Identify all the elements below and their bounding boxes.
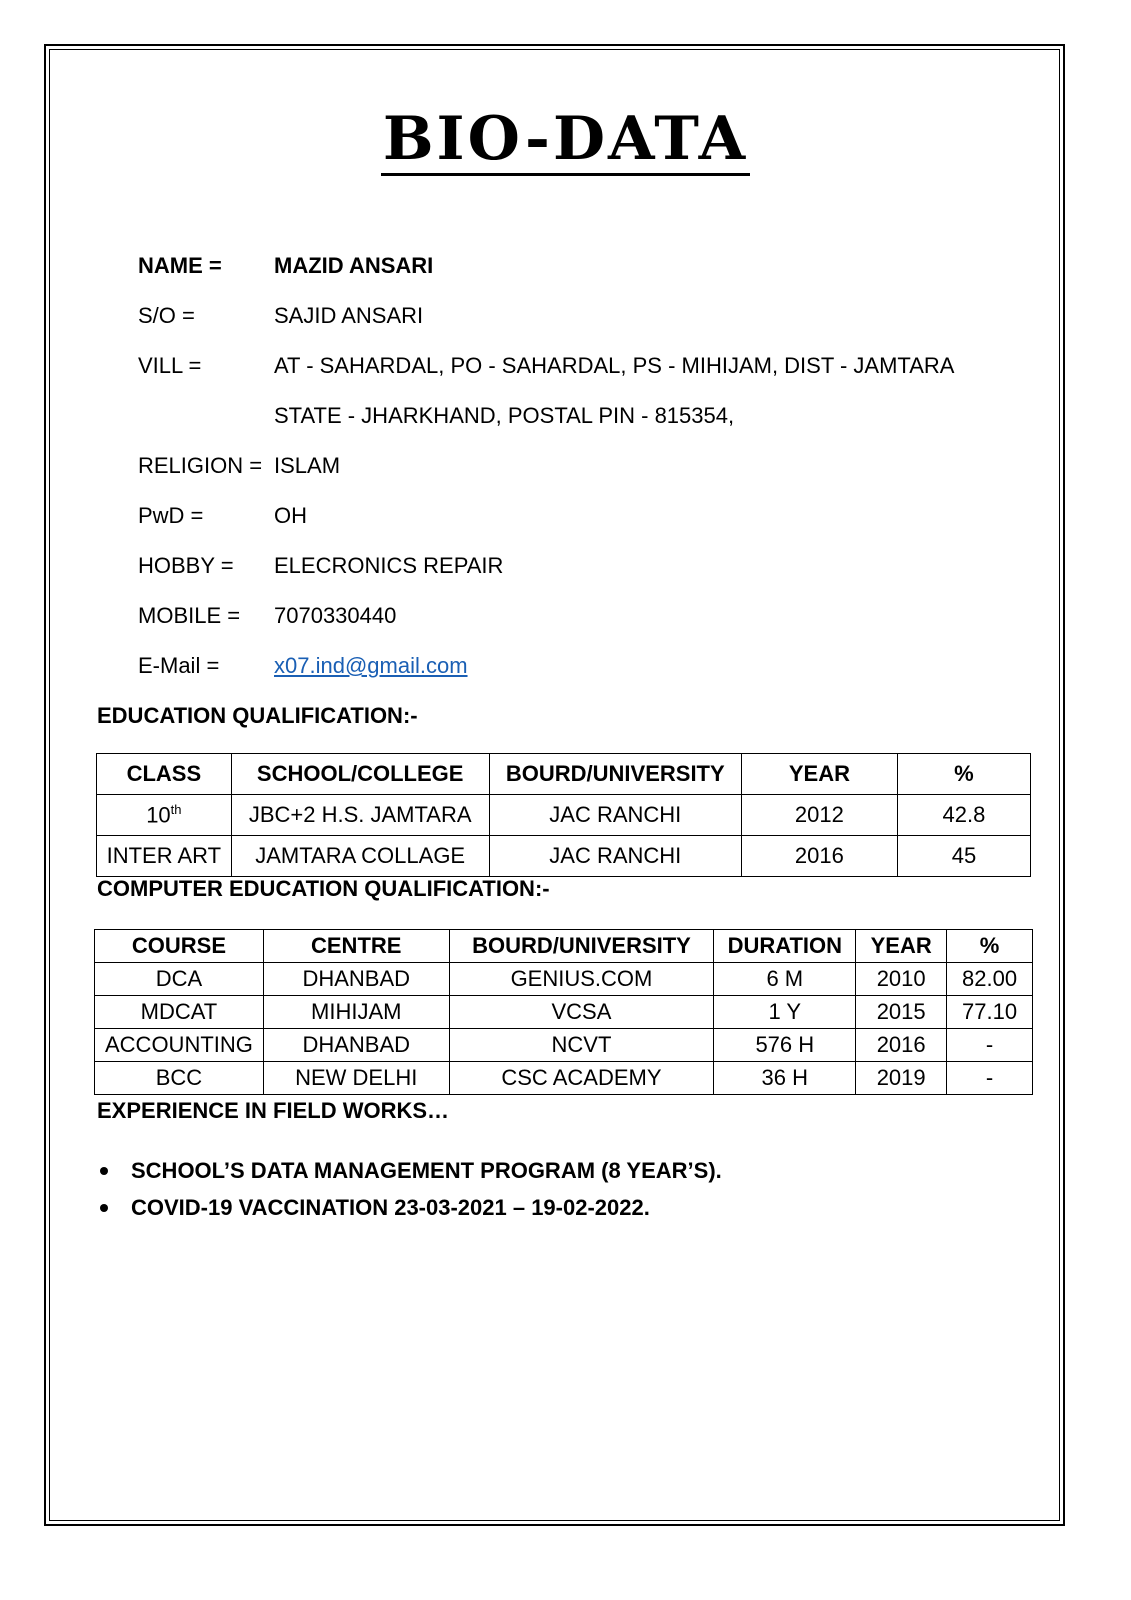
table-row — [95, 1062, 1033, 1095]
table-cell: - — [947, 1029, 1033, 1062]
table-cell: JBC+2 H.S. JAMTARA — [231, 795, 489, 836]
name-value: MAZID ANSARI — [274, 253, 434, 278]
bullet-icon — [100, 1167, 108, 1175]
table-header-row — [95, 930, 1033, 963]
table-row — [95, 996, 1033, 1029]
table-cell: MIHIJAM — [263, 996, 449, 1029]
table-cell: NEW DELHI — [263, 1062, 449, 1095]
table-cell: 2015 — [856, 996, 947, 1029]
so-value: SAJID ANSARI — [274, 303, 424, 328]
table-header: DURATION — [714, 930, 856, 963]
pwd-value: OH — [274, 503, 307, 528]
table-header: CENTRE — [263, 930, 449, 963]
list-item: SCHOOL’S DATA MANAGEMENT PROGRAM (8 YEAR’S). — [97, 1158, 722, 1184]
so-label: S/O = — [138, 303, 195, 328]
table-cell: DHANBAD — [263, 963, 449, 996]
table-cell: 576 H — [714, 1029, 856, 1062]
email-link[interactable]: x07.ind@gmail.com — [274, 653, 468, 678]
table-cell: 2012 — [741, 795, 897, 836]
vill-line2: STATE - JHARKHAND, POSTAL PIN - 815354, — [274, 403, 735, 428]
table-cell: BCC — [95, 1062, 264, 1095]
table-header-row — [97, 754, 1031, 795]
table-cell: 2019 — [856, 1062, 947, 1095]
table-header: YEAR — [741, 754, 897, 795]
table-row — [95, 1029, 1033, 1062]
table-header: % — [947, 930, 1033, 963]
table-cell: GENIUS.COM — [449, 963, 714, 996]
table-cell: 1 Y — [714, 996, 856, 1029]
document-title: BIO-DATA — [382, 104, 749, 174]
education-heading: EDUCATION QUALIFICATION:- — [97, 703, 418, 728]
hobby-label: HOBBY = — [138, 553, 234, 578]
computer-education-heading: COMPUTER EDUCATION QUALIFICATION:- — [97, 876, 550, 901]
table-cell: JAMTARA COLLAGE — [231, 836, 489, 877]
name-label: NAME = — [138, 253, 222, 278]
table-cell: JAC RANCHI — [489, 836, 741, 877]
religion-value: ISLAM — [274, 453, 341, 478]
experience-list — [97, 1158, 722, 1232]
table-row — [95, 963, 1033, 996]
mobile-value: 7070330440 — [274, 603, 397, 628]
table-cell: 6 M — [714, 963, 856, 996]
table-cell: VCSA — [449, 996, 714, 1029]
table-cell: 42.8 — [897, 795, 1030, 836]
table-header: % — [897, 754, 1030, 795]
table-cell: DCA — [95, 963, 264, 996]
table-cell: DHANBAD — [263, 1029, 449, 1062]
table-cell: INTER ART — [97, 836, 232, 877]
computer-education-table — [94, 929, 1033, 1095]
table-cell: JAC RANCHI — [489, 795, 741, 836]
bullet-icon — [100, 1204, 108, 1212]
table-cell: ACCOUNTING — [95, 1029, 264, 1062]
table-header: YEAR — [856, 930, 947, 963]
table-cell: 2010 — [856, 963, 947, 996]
table-cell: 45 — [897, 836, 1030, 877]
table-cell: MDCAT — [95, 996, 264, 1029]
table-cell: - — [947, 1062, 1033, 1095]
table-cell: 77.10 — [947, 996, 1033, 1029]
table-cell: 10th — [97, 795, 232, 836]
table-header: SCHOOL/COLLEGE — [231, 754, 489, 795]
email-label: E-Mail = — [138, 653, 220, 678]
table-header: BOURD/UNIVERSITY — [449, 930, 714, 963]
pwd-label: PwD = — [138, 503, 204, 528]
table-header: BOURD/UNIVERSITY — [489, 754, 741, 795]
table-cell: 2016 — [856, 1029, 947, 1062]
list-item: COVID-19 VACCINATION 23-03-2021 – 19-02-2022. — [97, 1195, 722, 1221]
vill-line1: AT - SAHARDAL, PO - SAHARDAL, PS - MIHIJAM, DIST - JAMTARA — [274, 353, 955, 378]
table-row — [97, 795, 1031, 836]
religion-label: RELIGION = — [138, 453, 263, 478]
experience-heading: EXPERIENCE IN FIELD WORKS… — [97, 1098, 450, 1123]
table-cell: 2016 — [741, 836, 897, 877]
table-cell: 82.00 — [947, 963, 1033, 996]
table-cell: NCVT — [449, 1029, 714, 1062]
table-row — [97, 836, 1031, 877]
table-header: COURSE — [95, 930, 264, 963]
hobby-value: ELECRONICS REPAIR — [274, 553, 504, 578]
table-cell: 36 H — [714, 1062, 856, 1095]
table-header: CLASS — [97, 754, 232, 795]
vill-label: VILL = — [138, 353, 202, 378]
education-table — [96, 753, 1031, 877]
table-cell: CSC ACADEMY — [449, 1062, 714, 1095]
mobile-label: MOBILE = — [138, 603, 241, 628]
